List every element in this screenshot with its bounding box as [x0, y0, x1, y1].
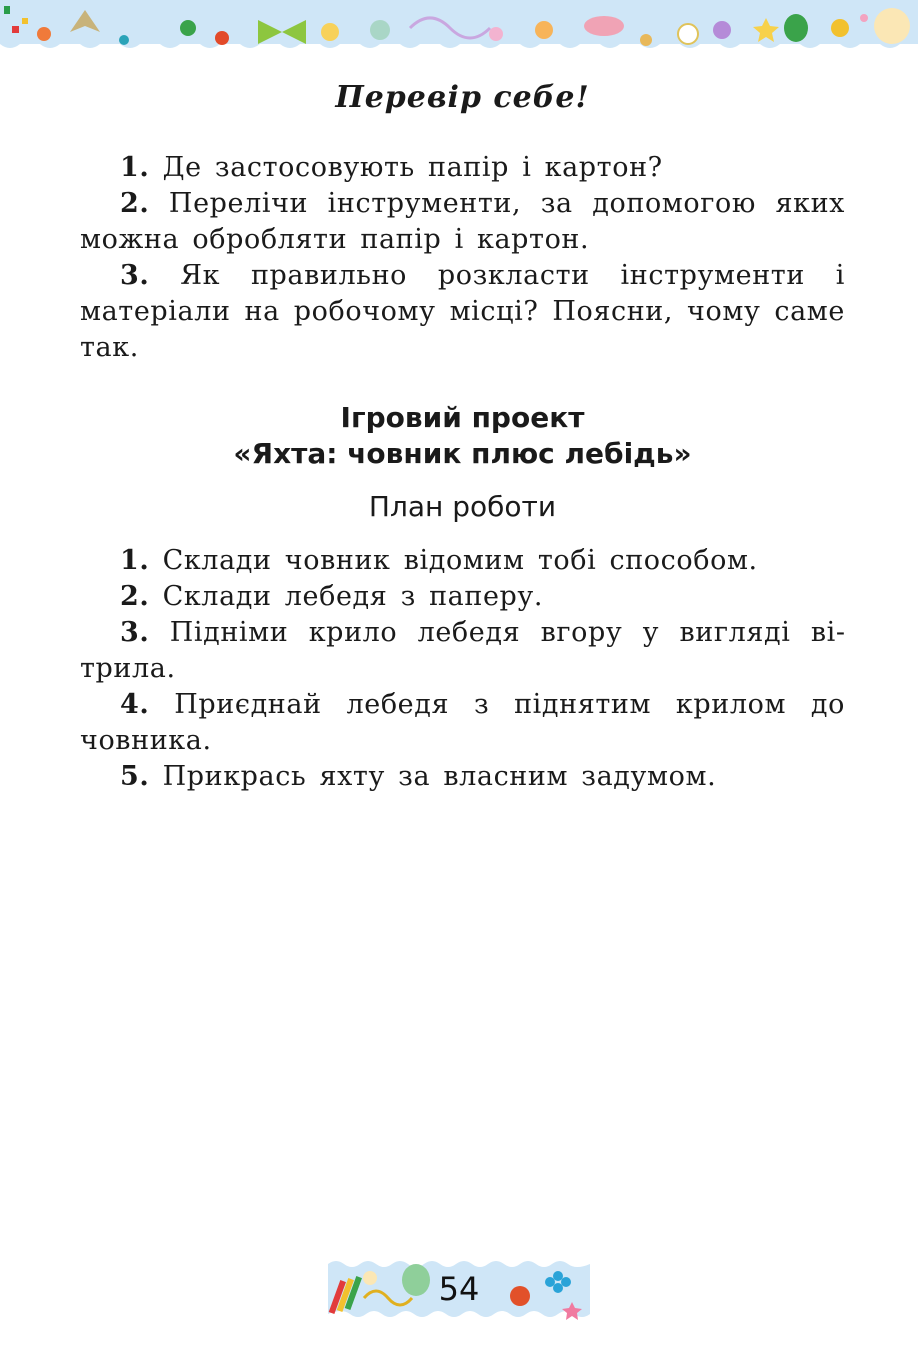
item-text: Де застосовують папір і картон? — [162, 152, 663, 183]
page-number: 54 — [438, 1270, 480, 1308]
project-title-line2: «Яхта: човник плюс лебідь» — [233, 437, 692, 470]
item-number: 1. — [120, 545, 150, 576]
check-yourself-title: Перевір себе! — [335, 80, 590, 115]
project-title-line1: Ігровий проект — [340, 401, 585, 434]
list-item — [80, 186, 845, 258]
item-number: 1. — [120, 152, 150, 183]
plan-steps-list — [80, 543, 845, 795]
decorative-top-banner — [0, 0, 918, 56]
project-title — [80, 400, 845, 472]
item-number: 5. — [120, 761, 150, 792]
item-text: Прикрась яхту за власним задумом. — [162, 761, 717, 792]
item-number: 2. — [120, 581, 150, 612]
item-text: Перелічи інструменти, за допомогою яких можна обробляти папір і картон. — [80, 188, 846, 255]
questions-list — [80, 150, 845, 366]
item-text: Склади лебедя з паперу. — [162, 581, 544, 612]
item-text: Як правильно розкласти інструменти і матеріали на робочому місці? Поясни, чому саме так. — [80, 260, 845, 363]
item-number: 3. — [120, 617, 150, 648]
item-number: 2. — [120, 188, 150, 219]
list-item — [80, 615, 845, 687]
list-item — [80, 258, 845, 366]
list-item — [80, 150, 845, 186]
list-item — [80, 579, 845, 615]
item-text: Склади човник відомим тобі способом. — [162, 545, 758, 576]
item-number: 4. — [120, 689, 150, 720]
list-item — [80, 543, 845, 579]
list-item — [80, 759, 845, 795]
item-text: Підніми крило лебедя вгору у вигляді вітрила. — [80, 617, 845, 684]
list-item — [80, 687, 845, 759]
item-text: Приєднай лебедя з піднятим крилом до човника. — [80, 689, 845, 756]
plan-heading: План роботи — [368, 490, 557, 523]
item-number: 3. — [120, 260, 150, 291]
